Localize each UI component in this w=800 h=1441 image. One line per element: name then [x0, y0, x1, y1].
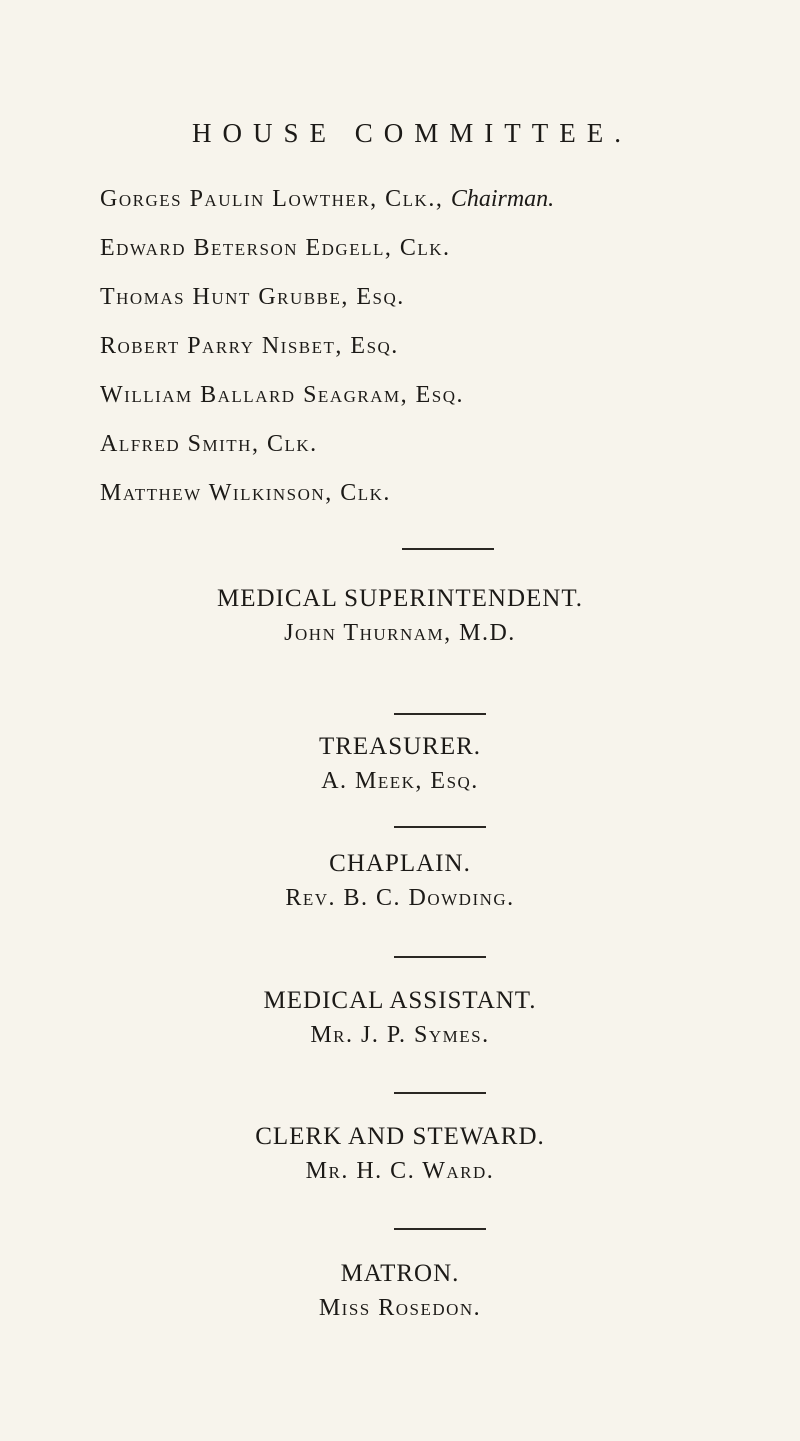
member-name: William Ballard Seagram, Esq.: [100, 382, 464, 408]
section-medical-superintendent: [0, 583, 800, 651]
section-treasurer: [0, 731, 800, 799]
member-role: Chairman.: [450, 186, 555, 212]
section-name: Mr. H. C. Ward.: [305, 1158, 495, 1184]
committee-member: [100, 420, 790, 469]
committee-member: [100, 224, 790, 273]
section-heading: MEDICAL ASSISTANT.: [263, 987, 537, 1014]
divider-rule: [394, 1228, 486, 1230]
section-heading: TREASURER.: [318, 733, 482, 760]
page-title: HOUSE COMMITTEE.: [192, 118, 632, 148]
section-name: Miss Rosedon.: [318, 1295, 482, 1321]
section-matron: [0, 1258, 800, 1326]
divider-rule: [394, 713, 486, 715]
committee-member: [100, 469, 790, 518]
section-heading: MEDICAL SUPERINTENDENT.: [216, 585, 584, 612]
section-heading: MATRON.: [340, 1260, 460, 1287]
section-chaplain: [0, 848, 800, 916]
member-name: Robert Parry Nisbet, Esq.: [100, 333, 399, 359]
section-name: Mr. J. P. Symes.: [310, 1022, 490, 1048]
committee-member: [100, 175, 790, 224]
member-name: Matthew Wilkinson, Clk.: [100, 480, 391, 506]
section-clerk-and-steward: [0, 1121, 800, 1189]
divider-rule: [402, 548, 494, 550]
section-medical-assistant: [0, 985, 800, 1053]
section-name: John Thurnam, M.D.: [284, 620, 516, 646]
section-name: A. Meek, Esq.: [321, 768, 479, 794]
section-heading: CLERK AND STEWARD.: [255, 1123, 545, 1150]
committee-member: [100, 273, 790, 322]
member-name: Thomas Hunt Grubbe, Esq.: [100, 284, 405, 310]
committee-member: [100, 322, 790, 371]
divider-rule: [394, 826, 486, 828]
member-name: Gorges Paulin Lowther, Clk.,: [100, 186, 444, 212]
divider-rule: [394, 1092, 486, 1094]
member-name: Alfred Smith, Clk.: [100, 431, 318, 457]
committee-list: [100, 175, 790, 518]
committee-member: [100, 371, 790, 420]
section-name: Rev. B. C. Dowding.: [285, 885, 515, 911]
section-heading: CHAPLAIN.: [329, 850, 471, 877]
divider-rule: [394, 956, 486, 958]
member-name: Edward Beterson Edgell, Clk.: [100, 235, 451, 261]
